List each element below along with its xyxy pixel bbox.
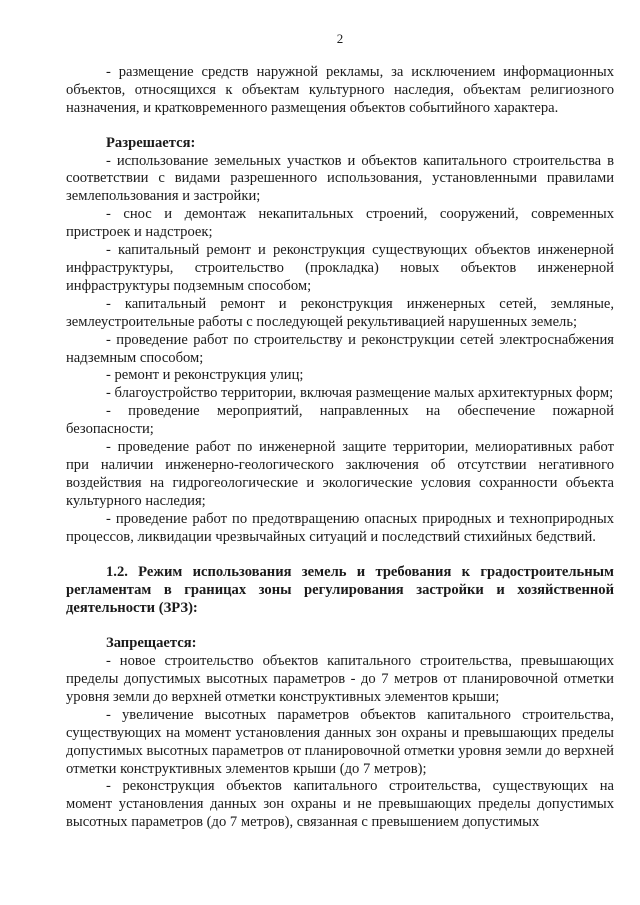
allowed-item: - благоустройство территории, включая размещение малых архитектурных форм; — [106, 385, 614, 402]
allowed-item: - проведение работ по инженерной защите территории, мелиоративных работ при наличии инженерно-геологического заключения об отсутствии негативного воздействия на гидрогеологические и экологические условия сохранности объекта культурного наследия; — [66, 439, 614, 509]
prohibited-item: - новое строительство объектов капитального строительства, превышающих пределы допустимых высотных параметров - до 7 метров от планировочной отметки уровня земли до верхней отметки конструктивных элементов крыши; — [66, 653, 614, 705]
allowed-item: - ремонт и реконструкция улиц; — [106, 367, 304, 384]
allowed-item: - использование земельных участков и объектов капитального строительства в соответствии с видами разрешенного использования, установленными правилами землепользования и застройки; — [66, 152, 614, 205]
prohibited-item: - увеличение высотных параметров объектов капитального строительства, существующих на момент установления данных зон охраны и превышающих пределы допустимых высотных параметров от планировочной отметки уровня земли до верхней отметки конструктивных элементов крыши (до 7 метров); — [66, 706, 614, 777]
document-page — [66, 30, 614, 832]
allowed-item: - проведение мероприятий, направленных на обеспечение пожарной безопасности; — [66, 403, 614, 438]
allowed-item: - снос и демонтаж некапитальных строений, сооружений, современных пристроек и надстроек; — [66, 206, 614, 241]
allowed-item: - капитальный ремонт и реконструкция существующих объектов инженерной инфраструктуры, строительство (прокладка) новых объектов инженерной инфраструктуры подземным способом; — [66, 242, 614, 294]
section-title: 1.2. Режим использования земель и требования к градостроительным регламентам в границах зоны регулирования застройки и хозяйственной деятельности (ЗРЗ): — [66, 564, 614, 617]
allowed-item: - капитальный ремонт и реконструкция инженерных сетей, земляные, землеустроительные работы с последующей рекультивацией нарушенных земель; — [66, 295, 614, 330]
prohibited-heading: Запрещается: — [106, 635, 197, 652]
intro-paragraph: - размещение средств наружной рекламы, за исключением информационных объектов, относящихся к объектам культурного наследия, объектам религиозного назначения, и кратковременного размещения объектов событийного характера. — [66, 63, 614, 116]
page-number: 2 — [336, 31, 344, 46]
prohibited-item: - реконструкция объектов капитального строительства, существующих на момент установления данных зон охраны и не превышающих пределы допустимых высотных параметров (до 7 метров), связанная с превышением допустимых — [66, 778, 614, 831]
allowed-item: - проведение работ по предотвращению опасных природных и техноприродных процессов, ликвидации чрезвычайных ситуаций и последствий стихийных бедствий. — [66, 510, 614, 545]
allowed-heading: Разрешается: — [106, 134, 196, 151]
allowed-item: - проведение работ по строительству и реконструкции сетей электроснабжения надземным способом; — [66, 331, 614, 366]
